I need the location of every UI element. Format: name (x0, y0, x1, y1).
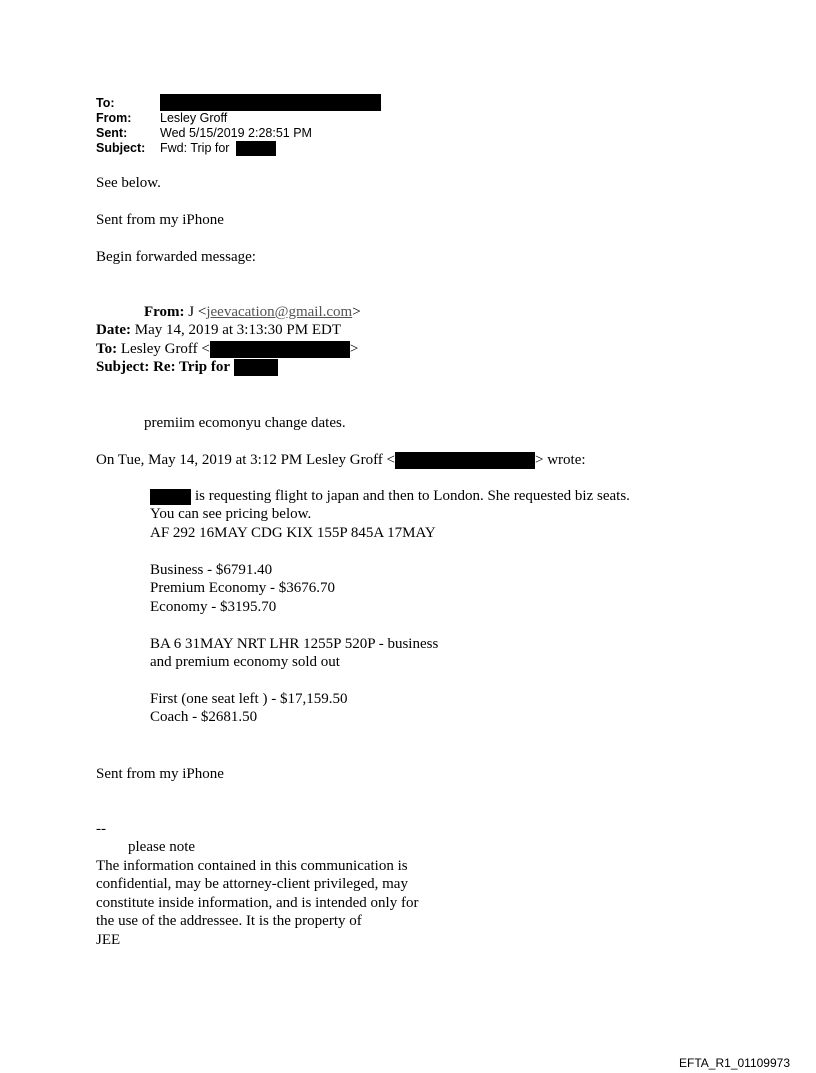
from-label: From: (96, 111, 132, 125)
forwarded-from-line (144, 303, 361, 322)
redaction-bar (160, 94, 381, 111)
quoted-coach-price: Coach - $2681.50 (150, 709, 258, 725)
subject-text: Fwd: Trip for (160, 141, 230, 155)
quoted-economy-price: Economy - $3195.70 (150, 599, 277, 615)
begin-forwarded-text: Begin forwarded message: (96, 249, 256, 265)
reply-text: premiim ecomonyu change dates. (144, 415, 346, 431)
from-value: Lesley Groff (160, 111, 228, 125)
sent-from-iphone-text-2: Sent from my iPhone (96, 766, 224, 782)
redaction-bar (236, 141, 276, 156)
subject-value (160, 141, 276, 156)
see-below-text: See below. (96, 175, 161, 191)
forwarded-from-close: > (352, 304, 361, 320)
forwarded-to-close: > (349, 341, 359, 357)
forwarded-from-email-link[interactable]: jeevacation@gmail.com (206, 304, 353, 320)
quoted-first-price: First (one seat left ) - $17,159.50 (150, 691, 348, 707)
subject-label: Subject: (96, 141, 146, 155)
signature-line: confidential, may be attorney-client privileged, may (96, 876, 408, 892)
redaction-bar (234, 359, 278, 376)
quoted-business-price: Business - $6791.40 (150, 562, 273, 578)
quote-intro-before: On Tue, May 14, 2019 at 3:12 PM Lesley Groff < (96, 452, 396, 468)
forwarded-subject-label: Subject: Re: Trip for (96, 359, 231, 375)
forwarded-subject-line (96, 358, 278, 377)
quote-intro-line (96, 451, 586, 470)
redaction-bar (150, 489, 191, 505)
quoted-flight-af: AF 292 16MAY CDG KIX 155P 845A 17MAY (150, 525, 436, 541)
forwarded-from-label: From: (144, 304, 185, 320)
quoted-line-2: You can see pricing below. (150, 506, 312, 522)
redaction-bar (210, 341, 350, 358)
signature-please-note: please note (128, 839, 196, 855)
quote-intro-after: > wrote: (535, 452, 586, 468)
to-value (160, 94, 381, 111)
sent-label: Sent: (96, 126, 128, 140)
quoted-flight-ba: BA 6 31MAY NRT LHR 1255P 520P - business (150, 636, 439, 652)
quoted-line-1-text: is requesting flight to japan and then to London. She requested biz seats. (195, 488, 630, 504)
to-label: To: (96, 96, 115, 110)
redaction-bar (395, 452, 535, 469)
signature-line: The information contained in this communication is (96, 858, 408, 874)
signature-dashes: -- (96, 821, 106, 837)
forwarded-date-label: Date: (96, 322, 131, 338)
signature-line: JEE (96, 932, 121, 948)
sent-from-iphone-text: Sent from my iPhone (96, 212, 224, 228)
sent-value: Wed 5/15/2019 2:28:51 PM (160, 126, 312, 140)
document-id: EFTA_R1_01109973 (679, 1056, 790, 1070)
quoted-sold-out: and premium economy sold out (150, 654, 340, 670)
signature-line: constitute inside information, and is intended only for (96, 895, 419, 911)
signature-line: the use of the addressee. It is the property of (96, 913, 362, 929)
quoted-premium-price: Premium Economy - $3676.70 (150, 580, 335, 596)
forwarded-date-line (96, 321, 341, 340)
forwarded-from-name: J < (188, 304, 207, 320)
quoted-line-1 (150, 487, 630, 506)
forwarded-to-line (96, 340, 358, 359)
forwarded-date-value: May 14, 2019 at 3:13:30 PM EDT (134, 322, 341, 338)
forwarded-to-label: To: (96, 341, 118, 357)
forwarded-to-value: Lesley Groff < (120, 341, 210, 357)
